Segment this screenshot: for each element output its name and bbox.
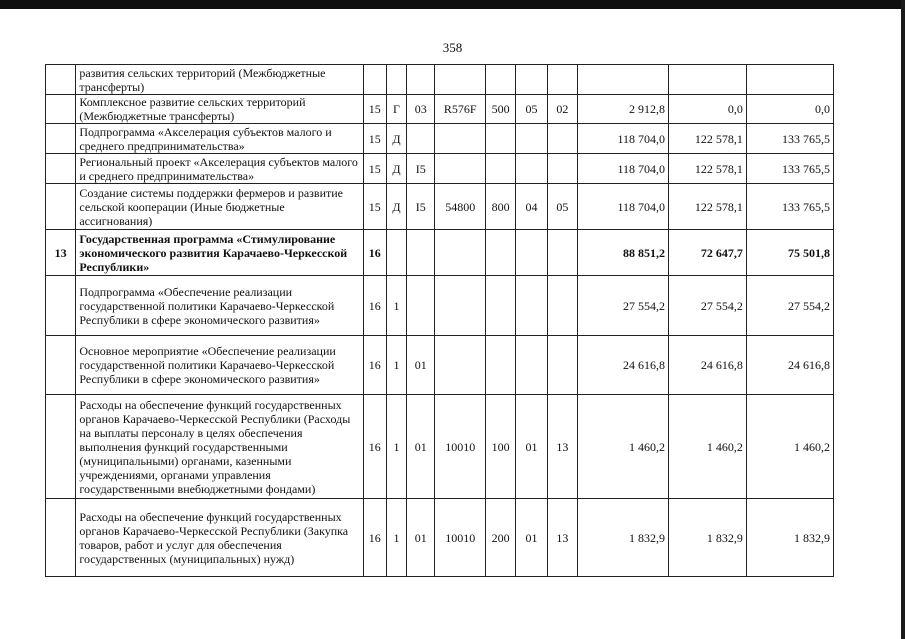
subsection-code-cell: 02: [547, 95, 577, 124]
amount-year1-cell: 118 704,0: [578, 154, 669, 184]
budget-allocation-table: [45, 64, 834, 577]
subprogram-code-cell: Д: [386, 154, 406, 184]
section-code-cell: 01: [516, 395, 547, 499]
program-code-cell: 15: [363, 124, 386, 154]
section-code-cell: [516, 276, 547, 336]
amount-year2-cell: 0,0: [669, 95, 747, 124]
amount-year1-cell: 88 851,2: [578, 230, 669, 276]
activity-code-cell: I5: [407, 154, 435, 184]
direction-code-cell: R576F: [435, 95, 486, 124]
table-row: [46, 154, 834, 184]
activity-code-cell: 01: [407, 499, 435, 577]
amount-year1-cell: 24 616,8: [578, 336, 669, 395]
amount-year3-cell: 133 765,5: [746, 124, 833, 154]
activity-code-cell: [407, 65, 435, 95]
section-code-cell: [516, 124, 547, 154]
table-row: [46, 395, 834, 499]
program-code-cell: 16: [363, 276, 386, 336]
amount-year1-cell: [578, 65, 669, 95]
amount-year2-cell: 122 578,1: [669, 184, 747, 230]
table-row: [46, 230, 834, 276]
amount-year1-cell: 1 832,9: [578, 499, 669, 577]
table-row: [46, 184, 834, 230]
activity-code-cell: [407, 276, 435, 336]
section-code-cell: 01: [516, 499, 547, 577]
subsection-code-cell: [547, 336, 577, 395]
amount-year3-cell: 1 832,9: [746, 499, 833, 577]
subsection-code-cell: [547, 230, 577, 276]
row-number-cell: [46, 499, 76, 577]
expense-type-cell: [485, 65, 515, 95]
item-name-cell: Основное мероприятие «Обеспечение реализации государственной политики Карачаево-Черкесской Республики в сфере экономического развития»: [76, 336, 363, 395]
table-row: [46, 124, 834, 154]
activity-code-cell: [407, 124, 435, 154]
expense-type-cell: 800: [485, 184, 515, 230]
section-code-cell: 04: [516, 184, 547, 230]
subprogram-code-cell: [386, 230, 406, 276]
section-code-cell: [516, 336, 547, 395]
direction-code-cell: [435, 336, 486, 395]
activity-code-cell: [407, 230, 435, 276]
subprogram-code-cell: 1: [386, 395, 406, 499]
amount-year2-cell: 27 554,2: [669, 276, 747, 336]
amount-year1-cell: 118 704,0: [578, 124, 669, 154]
program-code-cell: 15: [363, 95, 386, 124]
item-name-cell: Создание системы поддержки фермеров и развитие сельской кооперации (Иные бюджетные ассигнования): [76, 184, 363, 230]
row-number-cell: [46, 395, 76, 499]
expense-type-cell: 100: [485, 395, 515, 499]
expense-type-cell: 200: [485, 499, 515, 577]
item-name-cell: Комплексное развитие сельских территорий (Межбюджетные трансферты): [76, 95, 363, 124]
item-name-cell: Расходы на обеспечение функций государственных органов Карачаево-Черкесской Республики (Расходы на выплаты персоналу в целях обеспечения выполнения функций государственными (муниципальными) органами, казенными учреждениями, органами управления государственными внебюджетными фондами): [76, 395, 363, 499]
expense-type-cell: 500: [485, 95, 515, 124]
subprogram-code-cell: 1: [386, 499, 406, 577]
amount-year3-cell: 0,0: [746, 95, 833, 124]
subprogram-code-cell: Д: [386, 124, 406, 154]
section-code-cell: [516, 65, 547, 95]
item-name-cell: Подпрограмма «Акселерация субъектов малого и среднего предпринимательства»: [76, 124, 363, 154]
item-name-cell: Подпрограмма «Обеспечение реализации государственной политики Карачаево-Черкесской Республики в сфере экономического развития»: [76, 276, 363, 336]
amount-year2-cell: 1 832,9: [669, 499, 747, 577]
subsection-code-cell: [547, 276, 577, 336]
direction-code-cell: 54800: [435, 184, 486, 230]
row-number-cell: [46, 336, 76, 395]
activity-code-cell: 01: [407, 336, 435, 395]
row-number-cell: [46, 65, 76, 95]
item-name-cell: Расходы на обеспечение функций государственных органов Карачаево-Черкесской Республики (Закупка товаров, работ и услуг для обеспечения государственных (муниципальных) нужд): [76, 499, 363, 577]
amount-year3-cell: 24 616,8: [746, 336, 833, 395]
expense-type-cell: [485, 276, 515, 336]
amount-year3-cell: 133 765,5: [746, 184, 833, 230]
amount-year1-cell: 2 912,8: [578, 95, 669, 124]
scan-right-edge: [901, 0, 905, 639]
row-number-cell: [46, 184, 76, 230]
direction-code-cell: 10010: [435, 395, 486, 499]
table-body: [46, 65, 834, 577]
section-code-cell: [516, 230, 547, 276]
amount-year1-cell: 118 704,0: [578, 184, 669, 230]
subsection-code-cell: 13: [547, 395, 577, 499]
amount-year2-cell: 122 578,1: [669, 124, 747, 154]
table-row: [46, 65, 834, 95]
program-code-cell: 16: [363, 395, 386, 499]
amount-year1-cell: 1 460,2: [578, 395, 669, 499]
program-code-cell: 15: [363, 154, 386, 184]
program-code-cell: [363, 65, 386, 95]
direction-code-cell: [435, 276, 486, 336]
subsection-code-cell: [547, 154, 577, 184]
subsection-code-cell: 13: [547, 499, 577, 577]
item-name-cell: Государственная программа «Стимулирование экономического развития Карачаево-Черкесской Республики»: [76, 230, 363, 276]
program-code-cell: 16: [363, 336, 386, 395]
subprogram-code-cell: Г: [386, 95, 406, 124]
activity-code-cell: 03: [407, 95, 435, 124]
direction-code-cell: [435, 124, 486, 154]
subsection-code-cell: [547, 124, 577, 154]
row-number-cell: [46, 124, 76, 154]
table-row: [46, 95, 834, 124]
direction-code-cell: [435, 230, 486, 276]
program-code-cell: 15: [363, 184, 386, 230]
amount-year1-cell: 27 554,2: [578, 276, 669, 336]
amount-year2-cell: 122 578,1: [669, 154, 747, 184]
row-number-cell: [46, 154, 76, 184]
page-number: 358: [442, 40, 463, 55]
subprogram-code-cell: [386, 65, 406, 95]
activity-code-cell: 01: [407, 395, 435, 499]
amount-year3-cell: 133 765,5: [746, 154, 833, 184]
amount-year2-cell: 24 616,8: [669, 336, 747, 395]
row-number-cell: 13: [46, 230, 76, 276]
amount-year2-cell: 1 460,2: [669, 395, 747, 499]
expense-type-cell: [485, 336, 515, 395]
subprogram-code-cell: 1: [386, 276, 406, 336]
expense-type-cell: [485, 124, 515, 154]
amount-year3-cell: 75 501,8: [746, 230, 833, 276]
item-name-cell: Региональный проект «Акселерация субъектов малого и среднего предпринимательства»: [76, 154, 363, 184]
amount-year3-cell: [746, 65, 833, 95]
subprogram-code-cell: 1: [386, 336, 406, 395]
direction-code-cell: [435, 154, 486, 184]
row-number-cell: [46, 95, 76, 124]
subprogram-code-cell: Д: [386, 184, 406, 230]
table-row: [46, 499, 834, 577]
program-code-cell: 16: [363, 499, 386, 577]
subsection-code-cell: 05: [547, 184, 577, 230]
scan-top-edge: [0, 0, 905, 9]
subsection-code-cell: [547, 65, 577, 95]
table-row: [46, 336, 834, 395]
amount-year3-cell: 1 460,2: [746, 395, 833, 499]
expense-type-cell: [485, 230, 515, 276]
row-number-cell: [46, 276, 76, 336]
activity-code-cell: I5: [407, 184, 435, 230]
amount-year2-cell: [669, 65, 747, 95]
program-code-cell: 16: [363, 230, 386, 276]
amount-year2-cell: 72 647,7: [669, 230, 747, 276]
section-code-cell: [516, 154, 547, 184]
amount-year3-cell: 27 554,2: [746, 276, 833, 336]
direction-code-cell: [435, 65, 486, 95]
direction-code-cell: 10010: [435, 499, 486, 577]
table-row: [46, 276, 834, 336]
section-code-cell: 05: [516, 95, 547, 124]
expense-type-cell: [485, 154, 515, 184]
item-name-cell: развития сельских территорий (Межбюджетные трансферты): [76, 65, 363, 95]
